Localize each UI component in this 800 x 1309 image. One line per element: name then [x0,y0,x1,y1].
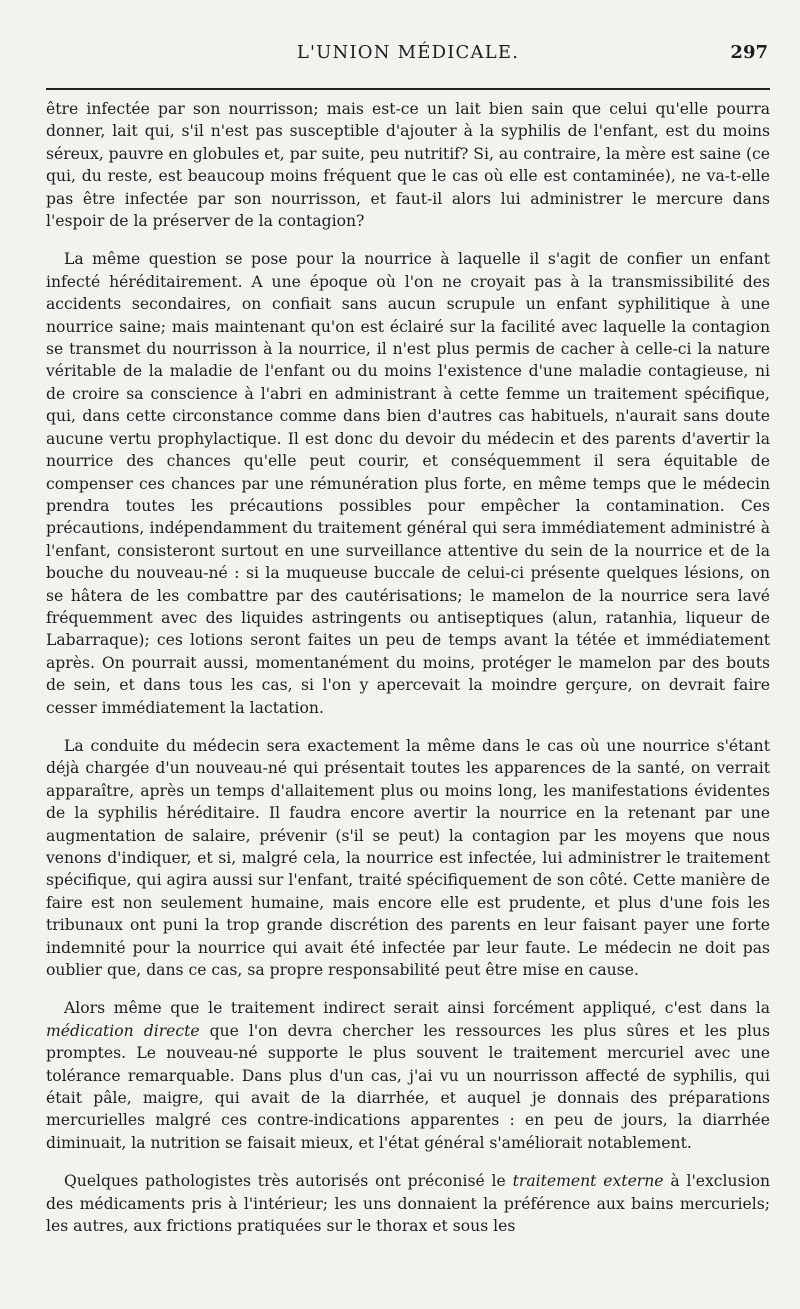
text-run: Quelques pathologistes très autorisés ont préconisé le [64,1172,513,1191]
text-run: La même question se pose pour la nourrice à laquelle il s'agit de confier un enfant infecté héréditairement. A une époque où l'on ne croyait pas à la transmissibilité des accidents secondaires, on confiait sans aucun scrupule un enfant syphilitique à une nourrice saine; mais maintenant qu'on est éclairé sur la facilité avec laquelle la contagion se transmet du nourrisson à la nourrice, il n'est plus permis de cacher à celle-ci la nature véritable de la maladie de l'enfant ou du moins l'existence d'une maladie contagieuse, ni de croire sa conscience à l'abri en administrant à cette femme un traitement spécifique, qui, dans cette circonstance comme dans bien d'autres cas habituels, n'aurait sans doute aucune vertu prophylactique. Il est donc du devoir du médecin et des parents d'avertir la nourrice des chances qu'elle peut courir, et conséquemment il sera équitable de compenser ces chances par une rémunération plus forte, en même temps que le médecin prendra toutes les précautions possibles pour empêcher la contamination. Ces précautions, indépendamment du traitement général qui sera immédiatement administré à l'enfant, consisteront surtout en une surveillance attentive du sein de la nourrice et de la bouche du nouveau-né : si la muqueuse buccale de celui-ci présente quelques lésions, on se hâtera de les combattre par des cautérisations; le mamelon de la nourrice sera lavé fréquemment avec des liquides astringents ou antiseptiques (alun, ratanhia, liqueur de Labarraque); ces lotions seront faites un peu de temps avant la tétée et immédiatement après. On pourrait aussi, momentanément du moins, protéger le mamelon par des bouts de sein, et dans tous les cas, si l'on y apercevait la moindre gerçure, on devrait faire cesser immédiatement la lactation. [46,250,770,717]
body-text [46,98,770,1254]
text-run: que l'on devra chercher les ressources les plus sûres et les plus promptes. Le nouveau-né supporte le plus souvent le traitement mercuriel avec une tolérance remarquable. Dans plus d'un cas, j'ai vu un nourrisson affecté de syphilis, qui était pâle, maigre, qui avait de la diarrhée, et auquel je donnais des préparations mercurielles malgré ces contre-indications apparentes : en peu de jours, la diarrhée diminuait, la nutrition se faisait mieux, et l'état général s'améliorait notablement. [46,1021,770,1152]
italic-phrase: médication directe [46,1021,200,1040]
text-run: Alors même que le traitement indirect serait ainsi forcément appliqué, c'est dans la [64,999,770,1018]
paragraph-1 [46,98,770,232]
text-run: La conduite du médecin sera exactement la même dans le cas où une nourrice s'étant déjà chargée d'un nouveau-né qui présentait toutes les apparences de la santé, on verrait apparaître, après un temps d'allaitement plus ou moins long, les manifestations évidentes de la syphilis héréditaire. Il faudra encore avertir la nourrice en la retenant par une augmentation de salaire, prévenir (s'il se peut) la contagion par les moyens que nous venons d'indiquer, et si, malgré cela, la nourrice est infectée, lui administrer le traitement spécifique, qui agira aussi sur l'enfant, traité spécifiquement de son côté. Cette manière de faire est non seulement humaine, mais encore elle est prudente, et plus d'une fois les tribunaux ont puni la trop grande discrétion des parents en leur faisant payer une forte indemnité pour la nourrice qui avait été infectée par leur faute. Le médecin ne doit pas oublier que, dans ce cas, sa propre responsabilité peut être mise en cause. [46,736,770,980]
header-rule [46,88,770,90]
page-header [46,42,770,82]
paragraph-2 [46,248,770,719]
paragraph-3 [46,735,770,981]
italic-phrase: traitement externe [512,1172,664,1191]
page-number: 297 [730,42,768,63]
text-run: être infectée par son nourrisson; mais est-ce un lait bien sain que celui qu'elle pourra donner, lait qui, s'il n'est pas susceptible d'ajouter à la syphilis de l'enfant, est du moins séreux, pauvre en globules et, par suite, peu nutritif? Si, au contraire, la mère est saine (ce qui, du reste, est beaucoup moins fréquent que le cas où elle est contaminée), ne va-t-elle pas être infectée par son nourrisson, et faut-il alors lui administrer le mercure dans l'espoir de la préserver de la contagion? [46,100,770,231]
running-title: L'UNION MÉDICALE. [296,42,520,63]
paragraph-5 [46,1170,770,1237]
text-run: à l'exclusion des médicaments pris à l'intérieur; les uns donnaient la préférence aux bains mercuriels; les autres, aux frictions pratiquées sur le thorax et sous les [46,1172,770,1236]
paragraph-4 [46,997,770,1154]
